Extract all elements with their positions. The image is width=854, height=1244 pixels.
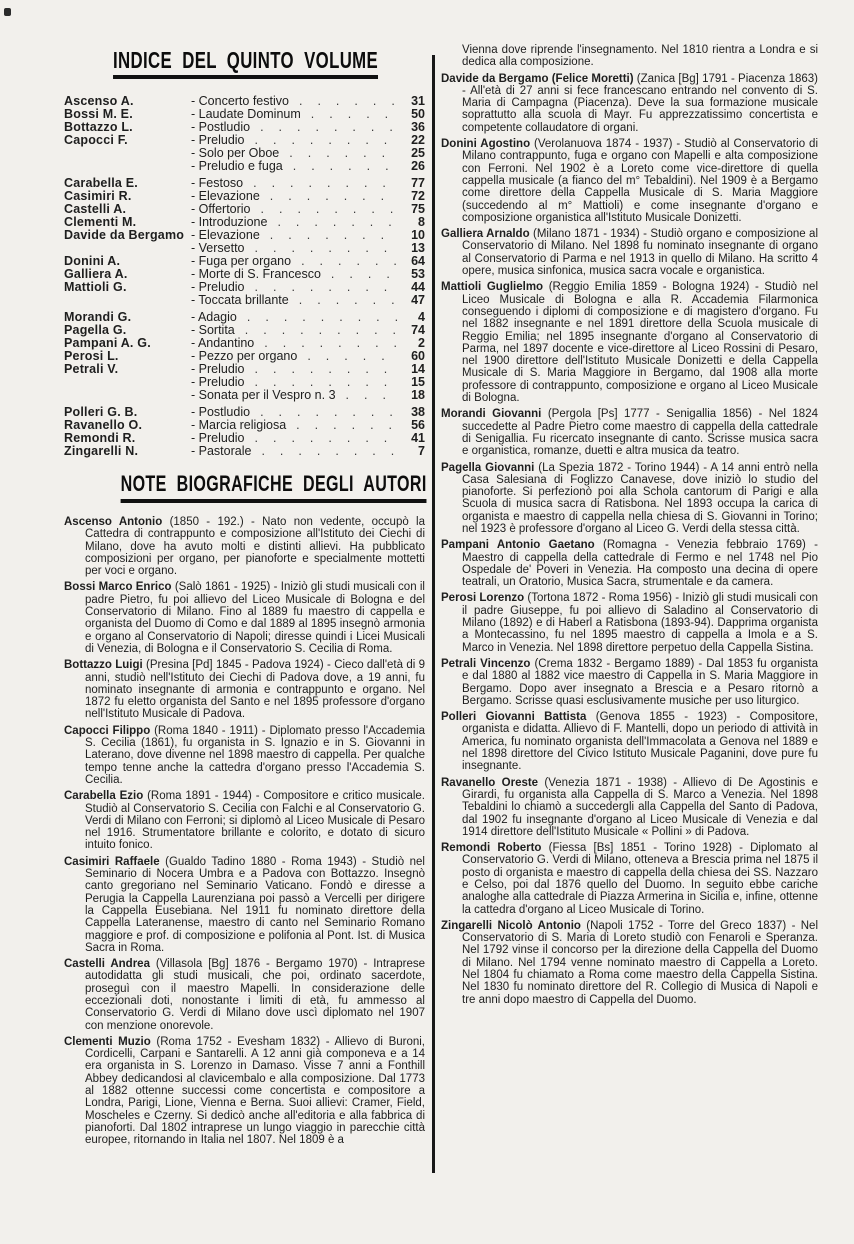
index-piece: - Preludio e fuga: [191, 159, 283, 173]
bio-text: (Romagna - Venezia febbraio 1769) - Maestro di cappella della cattedrale di Fermo e nel 1748 nel Pio Ospedale de' Poveri in Venezia. Ha composto una decina di opere teatrali, un Oratorio, Musica Sacra, strumentale e da camera.: [462, 539, 818, 589]
dot-leader: [239, 324, 399, 337]
bio-name: Capocci Filippo: [64, 724, 151, 737]
dot-leader: [255, 445, 399, 458]
bio-entry: [441, 539, 818, 588]
bios-left: [64, 516, 425, 1147]
index-piece: - Preludio: [191, 431, 245, 445]
index-author: Donini A.: [64, 254, 121, 268]
bio-text: (Napoli 1752 - Torre del Greco 1837) - Nel Conservatorio di S. Maria di Loreto studiò con Fenaroli e Speranza. Nel 1792 vinse il concorso per la direzione della Cappella del Duomo di Milano. Nel 1794 venne nominato maestro di Cappella a Loreto. Nel 1804 fu chiamato a Roma come maestro della Cappella Sistina. Nel 1830 fu nominato direttore del R. Collegio di Musica di Napoli e tre anni dopo maestro di Cappella del Duomo.: [462, 919, 818, 1006]
bio-name: Ascenso Antonio: [64, 516, 163, 528]
index-piece: - Solo per Oboe: [191, 146, 280, 160]
dot-leader: [340, 389, 399, 402]
continuation-paragraph: Vienna dove riprende l'insegnamento. Nel 1810 rientra a Londra e si dedica alla composizione.: [462, 44, 818, 69]
bio-name: Polleri Giovanni Battista: [441, 711, 587, 724]
index-piece: - Introduzione: [191, 215, 268, 229]
bio-entry: [441, 920, 818, 1006]
index-piece: - Fuga per organo: [191, 254, 292, 268]
index-piece: - Preludio: [191, 280, 245, 294]
dot-leader: [301, 350, 399, 363]
bio-name: Bottazzo Luigi: [64, 659, 143, 672]
bio-text: (Presina [Pd] 1845 - Padova 1924) - Cieco dall'età di 9 anni, studiò nell'Istituto dei Ciechi di Padova dove, a 19 anni, fu nominato insegnante di armonia e contrappunto e organo. Nel 1872 fu eletto organista del Santo e nel 1895 professore d'organo nell'Istituto Musicale di Padova.: [85, 659, 425, 721]
bio-text: (Salò 1861 - 1925) - Iniziò gli studi musicali con il padre Pietro, fu poi allievo del Liceo Musicale di Bologna e del Conservatorio di Milano. Fino al 1889 fu maestro di cappella e organista del Duomo di Como e dal 1889 al 1895 insegnò armonia e organo al Conservatorio di Napoli; diresse quindi i Licei Musicali di Venezia, di Bologna e il Conservatorio S. Cecilia di Roma.: [85, 581, 425, 655]
index-page-number: 72: [411, 189, 425, 203]
index-piece: - Festoso: [191, 176, 244, 190]
bio-entry: [64, 581, 425, 655]
bio-name: Bossi Marco Enrico: [64, 581, 172, 594]
bio-entry: [441, 138, 818, 224]
bio-entry: [64, 856, 425, 954]
bio-name: Clementi Muzio: [64, 1035, 151, 1048]
index-page-number: 64: [411, 254, 425, 268]
index-author: Capocci F.: [64, 133, 128, 147]
index-author: Ascenso A.: [64, 94, 134, 108]
bio-text: (Milano 1871 - 1934) - Studiò organo e composizione al Conservatorio di Milano. Nel 1898 fu nominato insegnante di organo al Conservatorio di Parma e nel 1913 in quello di Milano. Ha scritto 4 opere, musica sinfonica, musica sacra vocale e organistica.: [462, 228, 819, 278]
index-row: [64, 445, 425, 458]
bio-text: (Crema 1832 - Bergamo 1889) - Dal 1853 fu organista e dal 1880 al 1882 vice maestro di Cappella in S. Maria Maggiore in Bergamo. Dopo aver insegnato a Brescia e a Pesaro ritornò a Bergamo. Scrisse quasi esclusivamente musiche per uso liturgico.: [462, 657, 818, 707]
scan-artifact-speck: [4, 8, 11, 16]
index-author: Petrali V.: [64, 362, 119, 376]
bio-entry: [441, 842, 818, 916]
index-piece: - Sonata per il Vespro n. 3: [191, 388, 336, 402]
index-page-number: 31: [411, 94, 425, 108]
dot-leader: [255, 203, 399, 216]
index-author: Carabella E.: [64, 176, 138, 190]
bio-title-wrap: [64, 472, 425, 503]
index-page-number: 77: [411, 176, 425, 190]
index-author: Bottazzo L.: [64, 120, 133, 134]
bio-text: (Roma 1752 - Evesham 1832) - Allievo di Buroni, Cordicelli, Carpani e Santarelli. A 12 anni già componeva e a 14 era organista in S. Lorenzo in Damaso. Visse 7 anni a Fonthill Abbey dedicandosi al clavicembalo e alla composizione. Dal 1773 al 1882 ottenne successi come concertista e compositore a Londra, Parigi, Lione, Vienna e Berna. Suoi allievi: Cramer, Field, Moscheles e Czerny. Si dedicò anche all'editoria e alla fabbrica di pianoforti. Dal 1802 intraprese un lungo viaggio in parecchie città europee, ritornando in Italia nel 1807. Nel 1809 è a: [85, 1035, 426, 1147]
index-author: Clementi M.: [64, 215, 137, 229]
index-row: [64, 294, 425, 307]
left-column: [64, 48, 425, 1151]
index-author: Castelli A.: [64, 202, 127, 216]
bio-text: (Villasola [Bg] 1876 - Bergamo 1970) - Intraprese autodidatta gli studi musicali, che poi, ordinato sacerdote, proseguì con il maestro Mapelli. In considerazione delle eccezionali doti, nonostante i limiti di età, fu ammesso al Conservatorio G. Verdi di Milano dove uscì diplomato nel 1907 con menzione onorevole.: [85, 958, 426, 1032]
index-list: [64, 95, 425, 458]
bio-entry: [64, 790, 425, 851]
dot-leader: [249, 432, 400, 445]
index-page-number: 53: [411, 267, 425, 281]
bio-entry: [64, 516, 425, 577]
index-author: Zingarelli N.: [64, 444, 139, 458]
dot-leader: [264, 190, 399, 203]
bio-name: Zingarelli Nicolò Antonio: [441, 919, 581, 932]
bio-name: Morandi Giovanni: [441, 408, 542, 421]
index-page-number: 14: [411, 362, 425, 376]
bio-entry: [441, 228, 818, 277]
bio-text: (Genova 1855 - 1923) - Compositore, organista e didatta. Allievo di F. Mantelli, dopo un periodo di attività in America, fu nominato organista dell'Immacolata a Genova nel 1889 e nel 1898 direttore del Civico Istituto Musicale Paganini, dove pure fu insegnante.: [462, 711, 818, 773]
dot-leader: [241, 311, 399, 324]
index-page-number: 8: [418, 215, 425, 229]
index-page-number: 25: [411, 146, 425, 160]
column-divider-rule: [432, 55, 435, 1173]
index-author: Perosi L.: [64, 349, 119, 363]
bio-text: (Zanica [Bg] 1791 - Piacenza 1863) - All'età di 27 anni si fece francescano entrando nel convento di S. Maria di Campagna (Piacenza). Deve la sua formazione musicale soprattutto alla scuola di Mayr. Fu apprezzatissimo concertista e competente collaudatore di organi.: [462, 72, 818, 134]
index-author: Ravanello O.: [64, 418, 143, 432]
bio-entry: [441, 281, 818, 404]
index-author: Davide da Bergamo: [64, 228, 185, 242]
index-author: Pampani A. G.: [64, 336, 151, 350]
index-title-wrap: [64, 48, 425, 79]
bio-name: Davide da Bergamo (Felice Moretti): [441, 72, 634, 85]
index-page-number: 47: [411, 293, 425, 307]
bio-text: (Tortona 1872 - Roma 1956) - Iniziò gli studi musicali con il padre Giuseppe, fu poi allievo di Saladino al Conservatorio di Milano (1892) e di Haberl a Ratisbona (1893-94). Dapprima organista a Montecassino, fu nel 1895 maestro di cappella a Imola e a S. Marco in Venezia. Nel 1898 direttore perpetuo della Cappella Sistina.: [462, 592, 818, 654]
dot-leader: [290, 419, 399, 432]
index-page-number: 7: [418, 444, 425, 458]
index-author: Galliera A.: [64, 267, 128, 281]
index-piece: - Postludio: [191, 120, 251, 134]
bio-name: Remondi Roberto: [441, 842, 542, 855]
bio-name: Castelli Andrea: [64, 958, 150, 971]
index-piece: - Preludio: [191, 362, 245, 376]
bio-entry: [441, 408, 818, 457]
bio-text: (Pergola [Ps] 1777 - Senigallia 1856) - Nel 1824 succedette al Padre Pietro come maestro di cappella della cattedrale di Senigallia. Fu ricercato insegnante di canto. Scrisse musica sacra e organistica, romanze, duetti e altra musica da teatro.: [462, 408, 818, 458]
index-page-number: 38: [411, 405, 425, 419]
index-piece: - Andantino: [191, 336, 255, 350]
dot-leader: [305, 108, 399, 121]
index-page-number: 10: [411, 228, 425, 242]
index-page-number: 15: [411, 375, 425, 389]
index-piece: - Postludio: [191, 405, 251, 419]
dot-leader: [249, 363, 400, 376]
bio-entry: [441, 711, 818, 772]
index-page-number: 56: [411, 418, 425, 432]
index-piece: - Marcia religiosa: [191, 418, 287, 432]
index-piece: - Elevazione: [191, 228, 260, 242]
dot-leader: [254, 121, 399, 134]
index-piece: - Offertorio: [191, 202, 251, 216]
dot-leader: [293, 95, 399, 108]
index-author: Bossi M. E.: [64, 107, 133, 121]
index-author: Casimiri R.: [64, 189, 132, 203]
bios-right: [441, 73, 818, 1006]
bio-name: Galliera Arnaldo: [441, 228, 530, 241]
index-page-number: 50: [411, 107, 425, 121]
index-page-number: 60: [411, 349, 425, 363]
index-piece: - Preludio: [191, 375, 245, 389]
dot-leader: [247, 177, 399, 190]
bio-section-title: NOTE BIOGRAFICHE DEGLI AUTORI: [121, 472, 427, 503]
index-page-number: 26: [411, 159, 425, 173]
bio-name: Pampani Antonio Gaetano: [441, 539, 595, 552]
bio-entry: [64, 1036, 425, 1147]
index-page-number: 13: [411, 241, 425, 255]
index-row: [64, 160, 425, 173]
bio-entry: [64, 725, 425, 786]
bio-text: (Fiessa [Bs] 1851 - Torino 1928) - Diplomato al Conservatorio G. Verdi di Milano, otteneva a Brescia prima nel 1875 il posto di organista e maestro di cappella della chiesa dei SS. Nazzaro e Celso, poi dal 1876 quello del Duomo. In seguito ebbe cariche analoghe alla cattedrale di Piazza Armerina in Sicilia e, infine, ottenne la cattedra d'organo al Liceo Musicale di Torino.: [462, 842, 818, 916]
bio-text: (Roma 1891 - 1944) - Compositore e critico musicale. Studiò al Conservatorio S. Cecilia con Falchi e al Conservatorio G. Verdi di Milano con Ferroni; si diplomò al Liceo Musicale di Pesaro nel 1916. Strumentatore brillante e colorito, e dotato di sicuro intuito fonico.: [85, 790, 425, 852]
index-piece: - Pezzo per organo: [191, 349, 298, 363]
index-page-number: 41: [411, 431, 425, 445]
bio-name: Petrali Vincenzo: [441, 657, 531, 670]
bio-entry: [441, 592, 818, 653]
right-column: [441, 44, 818, 1010]
dot-leader: [271, 216, 399, 229]
index-page-number: 36: [411, 120, 425, 134]
index-piece: - Elevazione: [191, 189, 260, 203]
index-piece: - Versetto: [191, 241, 245, 255]
bio-name: Pagella Giovanni: [441, 461, 535, 474]
bio-text: (Gualdo Tadino 1880 - Roma 1943) - Studiò nel Seminario di Nocera Umbra e a Padova con Bottazzo. Insegnò canto gregoriano nel Seminario Vaticano. Fondò e diresse a Perugia la Cappella Laurenziana poi passò a Vercelli per dirigere la Cappella Eusebiana. Nel 1911 fu nominato direttore della Cappella Lateranense, maestro di canto nel Seminario Romano maggiore e prof. di composizione e polifonia al Pont. Ist. di Musica Sacra in Roma.: [85, 855, 425, 954]
index-piece: - Preludio: [191, 133, 245, 147]
bio-entry: [441, 73, 818, 134]
index-author: Remondi R.: [64, 431, 136, 445]
index-page-number: 22: [411, 133, 425, 147]
bio-text: (Reggio Emilia 1859 - Bologna 1924) - Studiò nel Liceo Musicale di Bologna e alla R. Accademia Filarmonica conseguendo i diplomi di composizione e di magistero d'organo. Fu nel 1882 insegnante e nel 1891 direttore della Scuola musicale di Reggio Emilia; nel 1895 insegnante d'organo al Conservatorio di Parma, nel 1897 docente e vice-direttore al Liceo Rossini di Pesaro, nel 1900 direttore dell'Istituto Musicale Donizetti e della Cappella Musicale di S. Maria Maggiore in Bergamo, dal 1908 alla morte professore di contrappunto, composizione e organo al Liceo Musicale di Bologna.: [462, 281, 819, 405]
bio-name: Carabella Ezio: [64, 790, 144, 803]
bio-entry: [64, 659, 425, 720]
dot-leader: [287, 160, 399, 173]
index-author: Mattioli G.: [64, 280, 127, 294]
bio-name: Mattioli Guglielmo: [441, 281, 544, 294]
index-title: INDICE DEL QUINTO VOLUME: [113, 48, 378, 79]
index-author: Pagella G.: [64, 323, 127, 337]
bio-entry: [64, 958, 425, 1032]
index-piece: - Concerto festivo: [191, 94, 289, 108]
index-page-number: 4: [418, 310, 425, 324]
index-author: Polleri G. B.: [64, 405, 138, 419]
index-piece: - Morte di S. Francesco: [191, 267, 321, 281]
dot-leader: [264, 229, 399, 242]
bio-text: (Venezia 1871 - 1938) - Allievo di De Agostinis e Girardi, fu organista alla Cappella di S. Marco a Venezia. Nel 1898 Tebaldini lo chiamò a succedergli alla Cappella del Santo di Padova, dal 1902 fu insegnante d'organo al Liceo Musicale di Venezia e dal 1914 direttore dell'Istituto Musicale « Pollini » di Padova.: [462, 776, 818, 838]
bio-name: Donini Agostino: [441, 138, 531, 151]
index-page-number: 75: [411, 202, 425, 216]
dot-leader: [293, 294, 399, 307]
dot-leader: [283, 147, 399, 160]
bio-text: (La Spezia 1872 - Torino 1944) - A 14 anni entrò nella Casa Salesiana di Foglizzo Canavese, dove iniziò lo studio del pianoforte. Si perfezionò poi alla Schola cantorum di Parigi e alla Scuola di musica sacra di Ratisbona. Nel 1893 occupa la carica di organista e maestro di cappella nella chiesa di S. Giovanni in Torino; nel 1923 è professore d'organo al Liceo G. Verdi della stessa città.: [462, 461, 818, 535]
index-piece: - Pastorale: [191, 444, 252, 458]
index-piece: - Sortita: [191, 323, 235, 337]
bio-text: (Verolanuova 1874 - 1937) - Studiò al Conservatorio di Milano contrappunto, fuga e organo con Mapelli e alta composizione con Ferroni. Nel 1902 è a Loreto come vice-direttore di quella cappella musicale (a fianco del m° Tebaldini). Nel 1909 è a Bergamo come direttore della Cappella Musicale di S. Maria Maggiore (succedendo al m° Mattioli) e come insegnante d'organo e composizione organistica all'Istituto Musicale Donizetti.: [462, 138, 818, 224]
bio-entry: [441, 658, 818, 707]
bio-entry: [441, 462, 818, 536]
bio-text: (Roma 1840 - 1911) - Diplomato presso l'Accademia S. Cecilia (1861), fu organista in S. Ignazio e in S. Giovanni in Laterano, dove divenne nel 1898 maestro di cappella. Per qualche tempo tenne anche la cattedra d'organo presso l'Accademia S. Cecilia.: [85, 724, 426, 786]
index-row: [64, 389, 425, 402]
bio-text: (1850 - 192.) - Nato non vedente, occupò la Cattedra di contrappunto e composizione all'Istituto dei Ciechi di Milano, dove ha avuto molti e distinti allievi. Ha pubblicato composizioni per organo, per pianoforte e specialmente mottetti per voci e organo.: [85, 516, 426, 578]
bio-name: Perosi Lorenzo: [441, 592, 525, 605]
index-page-number: 44: [411, 280, 425, 294]
bio-entry: [441, 777, 818, 838]
index-piece: - Toccata brillante: [191, 293, 289, 307]
index-page-number: 2: [418, 336, 425, 350]
bio-name: Casimiri Raffaele: [64, 855, 160, 868]
bio-name: Ravanello Oreste: [441, 776, 539, 789]
index-piece: - Laudate Dominum: [191, 107, 301, 121]
dot-leader: [325, 268, 399, 281]
index-page-number: 74: [411, 323, 425, 337]
index-page-number: 18: [411, 388, 425, 402]
index-piece: - Adagio: [191, 310, 237, 324]
index-author: Morandi G.: [64, 310, 132, 324]
